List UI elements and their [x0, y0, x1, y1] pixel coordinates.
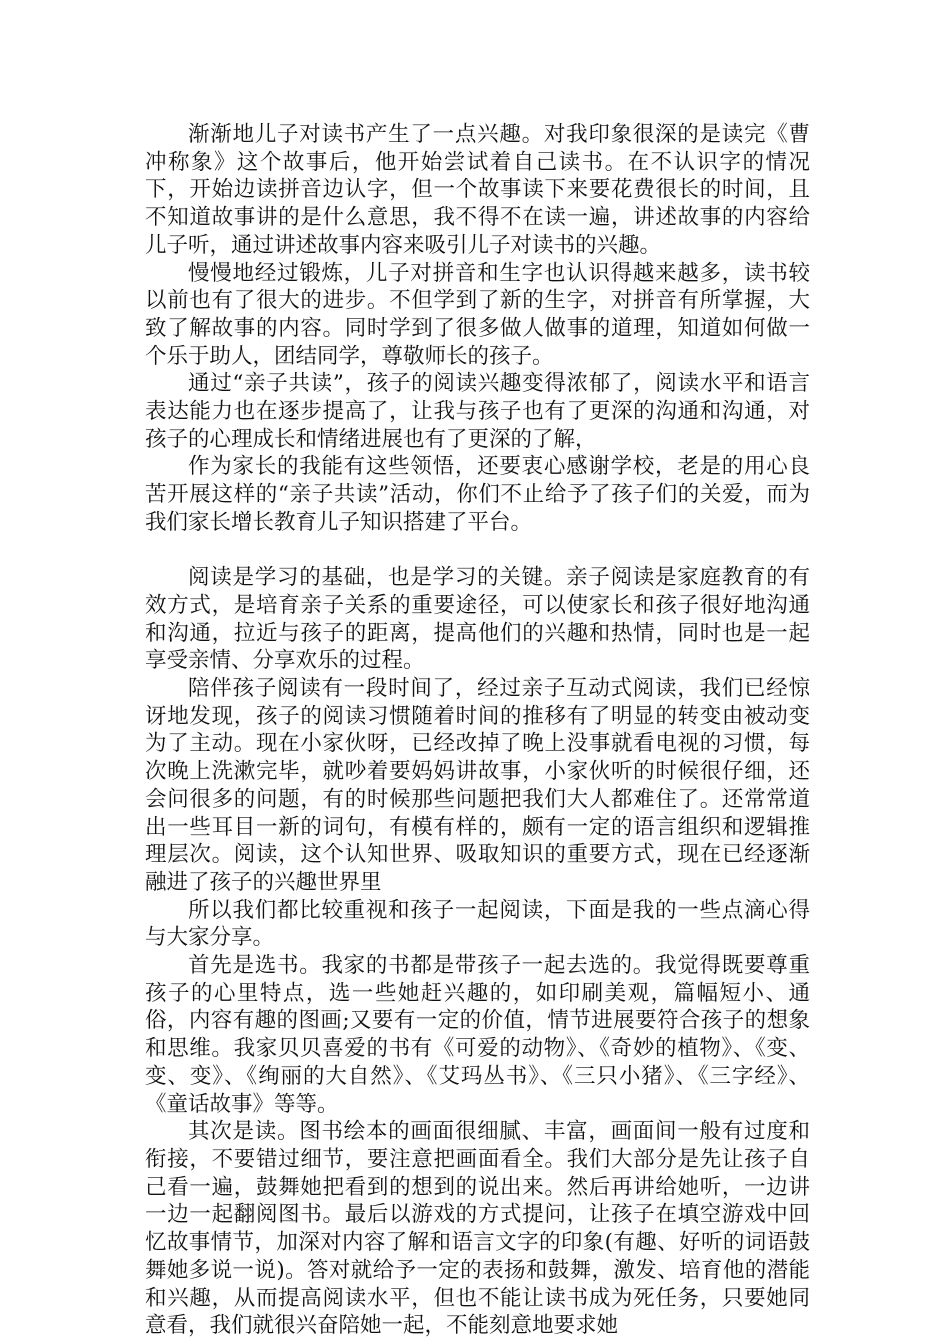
paragraph-accompany-reading: 陪伴孩子阅读有一段时间了，经过亲子互动式阅读，我们已经惊讶地发现，孩子的阅读习惯随着时间的推移有了明显的转变由被动变为了主动。现在小家伙呀，已经改掉了晚上没事就看电视的习惯，每次晚上洗漱完毕，就吵着要妈妈讲故事，小家伙听的时候很仔细，还会问很多的问题，有的时候那些问题把我们大人都难住了。还常常道出一些耳目一新的词句，有模有样的，颇有一定的语言组织和逻辑推理层次。阅读，这个认知世界、吸取知识的重要方式，现在已经逐渐融进了孩子的兴趣世界里 [145, 676, 810, 895]
paragraph-reading-foundation: 阅读是学习的基础，也是学习的关键。亲子阅读是家庭教育的有效方式，是培育亲子关系的重要途径，可以使家长和孩子很好地沟通和沟通，拉近与孩子的距离，提高他们的兴趣和热情，同时也是一起享受亲情、分享欢乐的过程。 [145, 565, 810, 674]
section-divider [145, 537, 810, 565]
paragraph-interest-begins: 渐渐地儿子对读书产生了一点兴趣。对我印象很深的是读完《曹冲称象》这个故事后，他开始尝试着自己读书。在不认识字的情况下，开始边读拼音边认字，但一个故事读下来要花费很长的时间，且不知道故事讲的是什么意思，我不得不在读一遍，讲述故事的内容给儿子听，通过讲述故事内容来吸引儿子对读书的兴趣。 [145, 122, 810, 258]
paragraph-reading-method: 其次是读。图书绘本的画面很细腻、丰富，画面间一般有过度和衔接，不要错过细节，要注意把画面看全。我们大部分是先让孩子自己看一遍，鼓舞她把看到的想到的说出来。然后再讲给她听，一边讲一边一起翻阅图书。最后以游戏的方式提问，让孩子在填空游戏中回忆故事情节，加深对内容了解和语言文字的印象(有趣、好听的词语鼓舞她多说一说)。答对就给予一定的表扬和鼓舞，激发、培育他的潜能和兴趣，从而提高阅读水平，但也不能让读书成为死任务，只要她同意看，我们就很兴奋陪她一起，不能刻意地要求她 [145, 1119, 810, 1339]
paragraph-gradual-progress: 慢慢地经过锻炼，儿子对拼音和生字也认识得越来越多，读书较以前也有了很大的进步。不但学到了新的生字，对拼音有所掌握，大致了解故事的内容。同时学到了很多做人做事的道理，知道如何做一个乐于助人，团结同学，尊敬师长的孩子。 [145, 260, 810, 369]
document-page [145, 121, 810, 1340]
paragraph-thanks-school: 作为家长的我能有这些领悟，还要衷心感谢学校，老是的用心良苦开展这样的“亲子共读”活动，你们不止给予了孩子们的关爱，而为我们家长增长教育儿子知识搭建了平台。 [145, 454, 810, 535]
paragraph-choosing-books: 首先是选书。我家的书都是带孩子一起去选的。我觉得既要尊重孩子的心里特点，选一些她赶兴趣的，如印刷美观，篇幅短小、通俗，内容有趣的图画;又要有一定的价值，情节进展要符合孩子的想象和思维。我家贝贝喜爱的书有《可爱的动物》、《奇妙的植物》、《变、变、变》、《绚丽的大自然》、《艾玛丛书》、《三只小猪》、《三字经》、《童话故事》等等。 [145, 953, 810, 1117]
paragraph-share-experience: 所以我们都比较重视和孩子一起阅读，下面是我的一些点滴心得与大家分享。 [145, 897, 810, 951]
paragraph-parent-child-reading: 通过“亲子共读”，孩子的阅读兴趣变得浓郁了，阅读水平和语言表达能力也在逐步提高了，让我与孩子也有了更深的沟通和沟通，对孩子的心理成长和情绪进展也有了更深的了解， [145, 371, 810, 452]
